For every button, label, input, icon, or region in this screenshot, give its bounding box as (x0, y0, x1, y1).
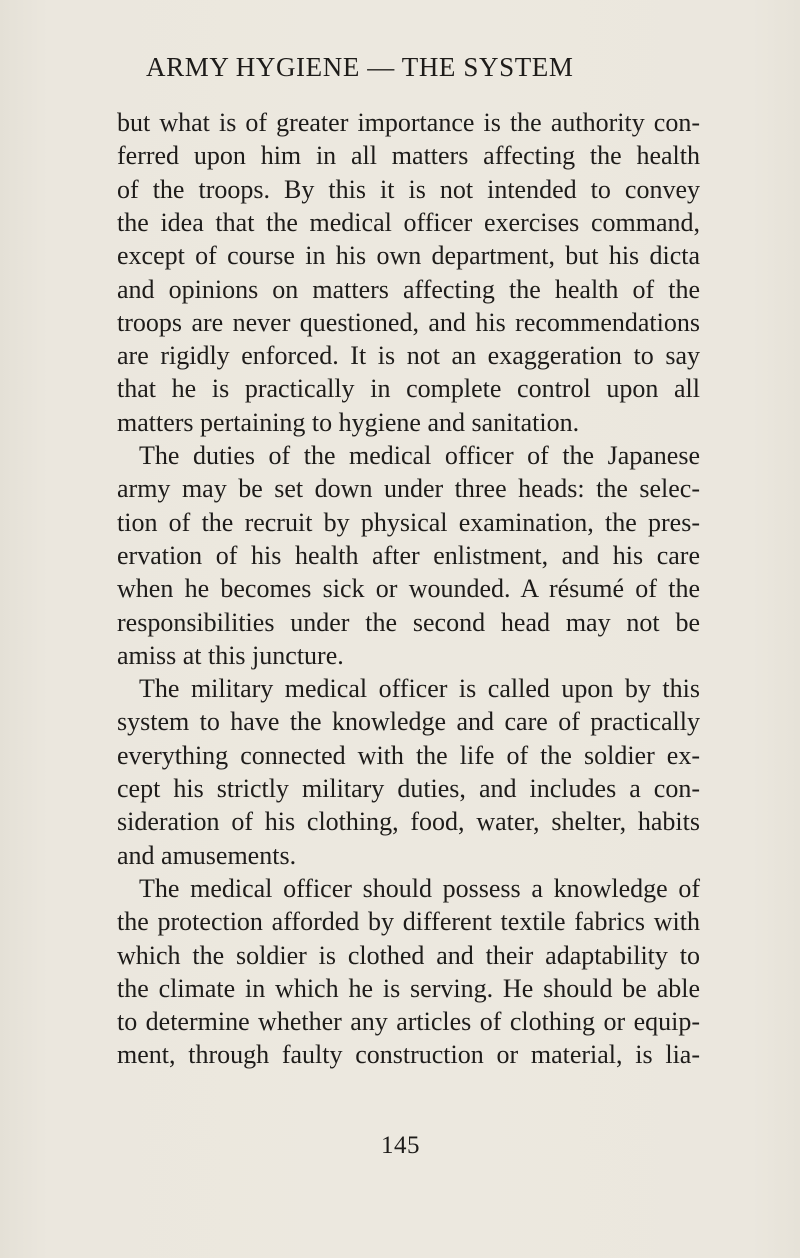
text-line: The military medical officer is called upon by this (139, 674, 700, 704)
text-line: which the soldier is clothed and their adaptability to (117, 940, 700, 970)
text-line: The duties of the medical officer of the Japanese (139, 441, 700, 470)
text-line: when he becomes sick or wounded. A résumé of the (117, 574, 700, 604)
text-line: the idea that the medical officer exercises command, (117, 207, 700, 237)
text-line: matters pertaining to hygiene and sanitation. (117, 407, 580, 437)
text-line: but what is of greater importance is the authority con- (117, 108, 700, 137)
running-head: ARMY HYGIENE — THE SYSTEM (146, 52, 574, 82)
text-line: army may be set down under three heads: the selec- (117, 474, 700, 504)
text-line: except of course in his own department, but his dicta (117, 241, 700, 271)
text-line: of the troops. By this it is not intended to convey (117, 174, 700, 204)
text-line: everything connected with the life of the soldier ex- (117, 740, 700, 770)
text-line: and opinions on matters affecting the health of the (117, 274, 700, 304)
text-line: the protection afforded by different textile fabrics with (117, 907, 700, 937)
text-line: ervation of his health after enlistment, and his care (117, 540, 700, 570)
text-line: troops are never questioned, and his recommendations (117, 307, 700, 337)
text-line: ment, through faulty construction or material, is lia- (117, 1040, 700, 1070)
text-line: responsibilities under the second head may not be (117, 607, 700, 637)
text-line: to determine whether any articles of clothing or equip- (117, 1007, 700, 1037)
text-line: amiss at this juncture. (117, 640, 344, 670)
text-line: system to have the knowledge and care of practically (117, 707, 700, 737)
text-line: cept his strictly military duties, and includes a con- (117, 774, 700, 803)
text-line: sideration of his clothing, food, water, shelter, habits (117, 807, 700, 837)
text-line: are rigidly enforced. It is not an exaggeration to say (117, 341, 700, 371)
text-line: The medical officer should possess a knowledge of (139, 873, 700, 903)
text-line: ferred upon him in all matters affecting the health (117, 141, 700, 171)
text-line: tion of the recruit by physical examination, the pres- (117, 507, 700, 537)
text-line: that he is practically in complete control upon all (117, 374, 700, 404)
text-line: the climate in which he is serving. He should be able (117, 973, 700, 1003)
text-line: and amusements. (117, 840, 297, 870)
page-number: 145 (381, 1132, 420, 1159)
